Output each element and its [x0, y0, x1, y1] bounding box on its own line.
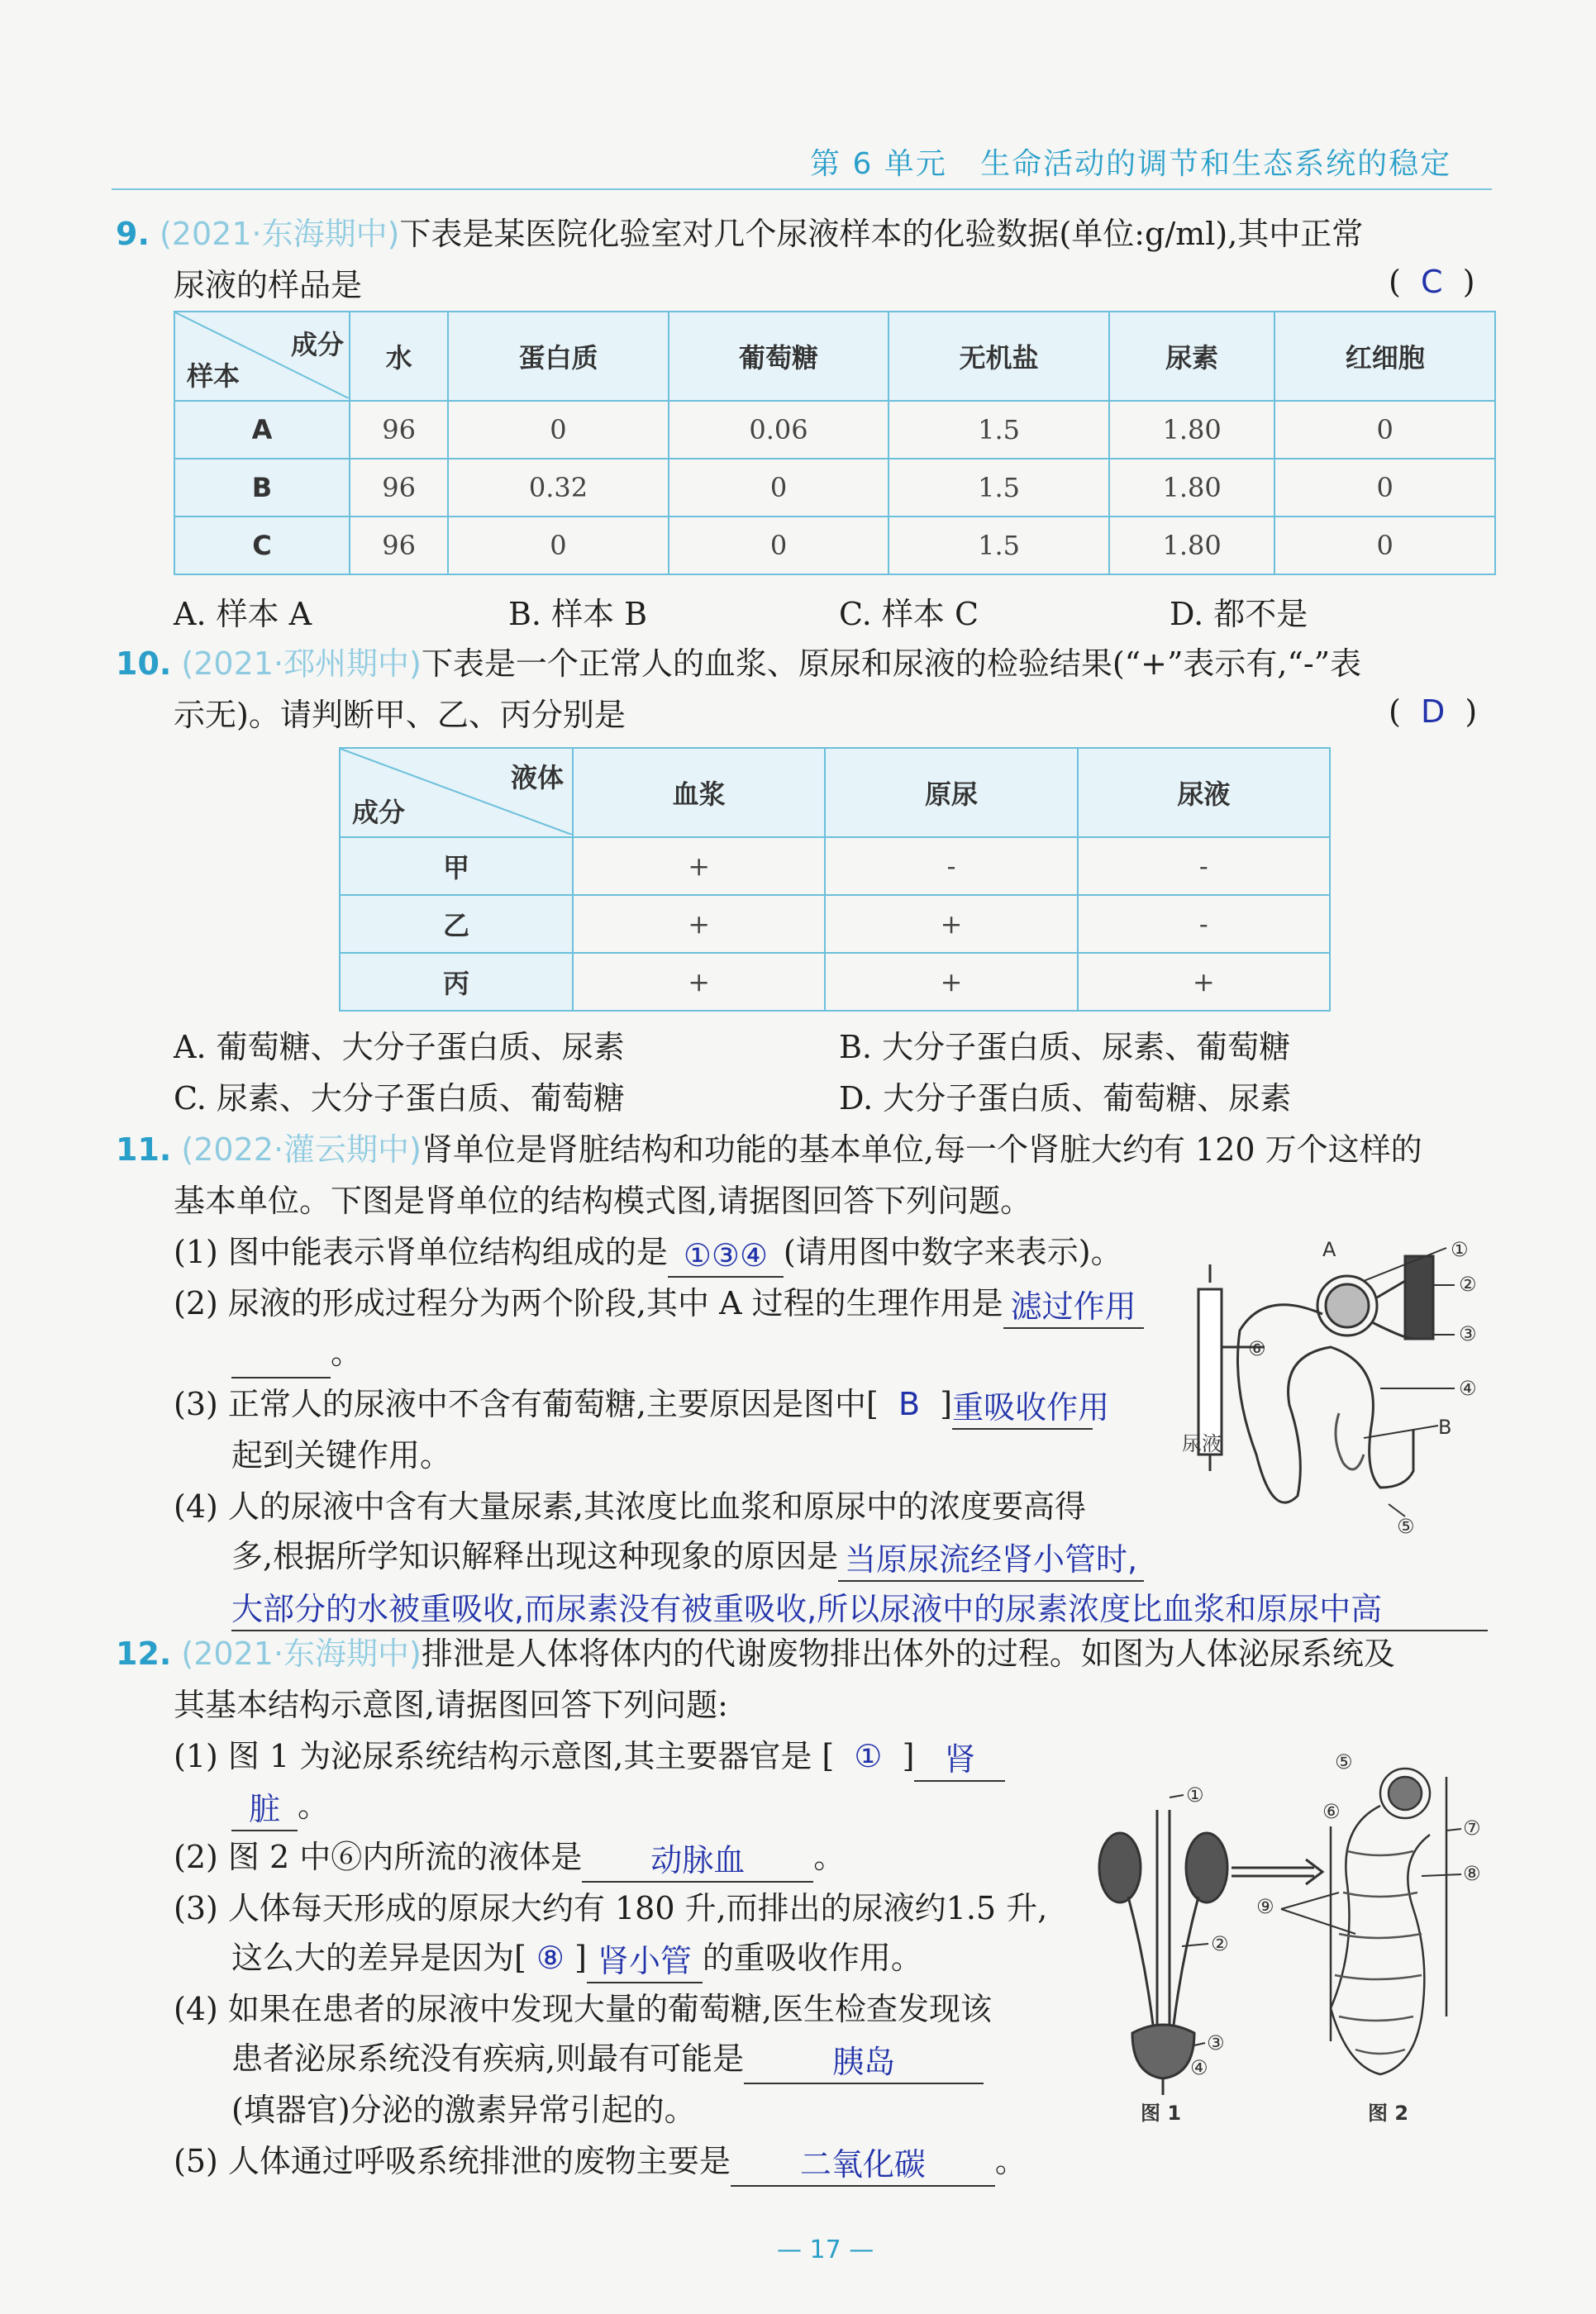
- q11-p3-text: (3) 正常人的尿液中不含有葡萄糖,主要原因是图中[: [174, 1386, 879, 1422]
- renal-tubule: [1331, 1806, 1430, 2074]
- q10-stem-line1: [116, 638, 1361, 689]
- table-cell: +: [573, 837, 825, 895]
- table-cell: +: [825, 953, 1077, 1011]
- page-number: — 17 —: [777, 2235, 874, 2264]
- q11-p4-answer-1[interactable]: 当原尿流经肾小管时,: [838, 1539, 1144, 1582]
- table-cell: 0.32: [448, 459, 669, 517]
- q11-part4-ans2: [231, 1580, 1488, 1631]
- table-cell: 96: [350, 517, 448, 574]
- q12-number: 12.: [116, 1636, 172, 1672]
- table-cell: 1.80: [1109, 459, 1275, 517]
- label-6: ⑥: [1248, 1337, 1266, 1360]
- q10-col-header: 尿液: [1078, 748, 1330, 837]
- q12-p3-bracket-close: ]: [574, 1940, 587, 1976]
- q12-p5-end: 。: [994, 2143, 1027, 2179]
- q9-stem-text: 下表是某医院化验室对几个尿液样本的化验数据(单位:g/ml),其中正常: [399, 216, 1364, 252]
- q9-stem-line1: [116, 208, 1363, 259]
- q12-p1-bracket[interactable]: ①: [854, 1738, 883, 1774]
- nephron-figure: [1165, 1223, 1496, 1537]
- table-row: [174, 401, 1495, 459]
- bladder: [1132, 2025, 1194, 2078]
- q10-table: [339, 747, 1331, 1012]
- q9-table-corner: [174, 312, 350, 401]
- q9-col-header: 水: [350, 312, 448, 401]
- q9-option-a[interactable]: A. 样本 A: [174, 596, 312, 632]
- q10-source: (2021·邳州期中): [181, 645, 422, 682]
- right-ureter: [1174, 1897, 1198, 2025]
- q9-col-header: 葡萄糖: [669, 312, 889, 401]
- table-cell: 0: [1274, 517, 1495, 574]
- q10-answer: D: [1420, 693, 1446, 730]
- q9-row-label: B: [174, 459, 350, 517]
- q12-source: (2021·东海期中): [181, 1636, 422, 1672]
- label-4: ④: [1459, 1377, 1477, 1400]
- q12-p1-text: (1) 图 1 为泌尿系统结构示意图,其主要器官是 [: [174, 1738, 835, 1774]
- q11-stem-line1: [116, 1124, 1422, 1175]
- q12-part1-cont: [231, 1780, 329, 1831]
- leader-line: [1170, 1795, 1184, 1797]
- table-cell: 1.5: [889, 401, 1109, 459]
- q10-answer-paren: ( D ): [1389, 693, 1478, 730]
- fig2-label-9: ⑨: [1256, 1895, 1274, 1918]
- q12-p4-text: 患者泌尿系统没有疾病,则最有可能是: [231, 2040, 745, 2077]
- q9-col-header: 无机盐: [889, 312, 1109, 401]
- table-cell: +: [825, 895, 1077, 953]
- q9-answer: C: [1420, 264, 1443, 300]
- peritubular-capillary: [1336, 1413, 1364, 1469]
- table-row: [174, 517, 1495, 574]
- q11-part2: [174, 1278, 1144, 1329]
- q11-p3-bracket[interactable]: B: [898, 1386, 921, 1422]
- q12-p3-text: 这么大的差异是因为[: [231, 1940, 526, 1976]
- q11-p2-answer[interactable]: 滤过作用: [1003, 1286, 1144, 1329]
- q12-p4-answer[interactable]: 胰岛: [744, 2041, 984, 2084]
- renal-vessel: [1405, 1256, 1433, 1339]
- q9-corner-bottom: 样本: [187, 360, 241, 392]
- fig2-label-6: ⑥: [1322, 1800, 1341, 1823]
- q10-table-corner: [340, 748, 573, 837]
- table-cell: 1.5: [889, 517, 1109, 574]
- q11-p1-text: (1) 图中能表示肾单位结构组成的是: [174, 1234, 668, 1270]
- q10-row-label: 丙: [340, 953, 573, 1011]
- q11-stem-line2: 基本单位。下图是肾单位的结构模式图,请据图回答下列问题。: [174, 1183, 1032, 1219]
- q12-p2-end: 。: [813, 1839, 846, 1875]
- label-3: ③: [1459, 1322, 1477, 1345]
- q12-p2-answer[interactable]: 动脉血: [582, 1840, 813, 1883]
- q11-p1-answer[interactable]: ①③④: [668, 1235, 784, 1278]
- table-cell: 0: [448, 517, 669, 574]
- q11-p2-tail: 。: [331, 1335, 363, 1371]
- afferent-arteriole: [1377, 1281, 1405, 1297]
- left-kidney: [1099, 1833, 1141, 1902]
- zoom-arrowhead: [1306, 1859, 1322, 1884]
- q10-col-header: 血浆: [573, 748, 825, 837]
- q10-option-c[interactable]: C. 尿素、大分子蛋白质、葡萄糖: [174, 1080, 625, 1117]
- collecting-duct: [1198, 1289, 1222, 1455]
- label-5: ⑤: [1397, 1515, 1415, 1537]
- table-cell: 0: [448, 401, 669, 459]
- q10-corner-top: 液体: [510, 762, 564, 793]
- q11-part4: (4) 人的尿液中含有大量尿素,其浓度比血浆和原尿中的浓度要高得: [174, 1488, 1086, 1525]
- q12-part5: [174, 2135, 1027, 2187]
- right-kidney: [1186, 1833, 1227, 1902]
- table-cell: 1.80: [1109, 517, 1275, 574]
- table-cell: 1.5: [889, 459, 1109, 517]
- q12-p1-bracket-close: ]: [902, 1738, 915, 1774]
- table-cell: -: [1078, 837, 1330, 895]
- q11-part4-cont: [231, 1531, 1144, 1582]
- q9-option-c[interactable]: C. 样本 C: [839, 596, 979, 632]
- table-cell: +: [573, 953, 825, 1011]
- q11-part3: [174, 1378, 1110, 1430]
- q9-option-b[interactable]: B. 样本 B: [508, 596, 648, 632]
- q9-col-header: 红细胞: [1274, 312, 1495, 401]
- q12-part4-tail: (填器官)分泌的激素异常引起的。: [231, 2092, 696, 2128]
- q11-part1: [174, 1226, 1122, 1278]
- q11-p3-answer[interactable]: 重吸收作用: [952, 1387, 1093, 1430]
- q10-option-b[interactable]: B. 大分子蛋白质、尿素、葡萄糖: [839, 1029, 1291, 1065]
- q9-corner-top: 成分: [290, 329, 344, 360]
- q12-part3: (3) 人体每天形成的原尿大约有 180 升,而排出的尿液约1.5 升,: [174, 1890, 1048, 1926]
- table-cell: 1.80: [1109, 401, 1275, 459]
- leader-line: [1281, 1909, 1355, 1934]
- q12-part1: [174, 1731, 1005, 1782]
- label-urine: 尿液: [1182, 1432, 1222, 1455]
- leader-line: [1446, 1829, 1461, 1831]
- q12-p5-answer[interactable]: 二氧化碳: [731, 2144, 995, 2187]
- table-row: [340, 895, 1330, 953]
- q11-stem-text: 肾单位是肾脏结构和功能的基本单位,每一个肾脏大约有 120 万个这样的: [421, 1131, 1422, 1168]
- label-1: ①: [1451, 1238, 1469, 1261]
- q12-part3-cont: [231, 1932, 922, 1983]
- q9-number: 9.: [116, 216, 150, 252]
- table-row: [340, 953, 1330, 1011]
- label-A: A: [1322, 1238, 1336, 1261]
- q11-part2-cont: [231, 1327, 362, 1378]
- q11-p4-answer-2[interactable]: 大部分的水被重吸收,而尿素没有被重吸收,所以尿液中的尿素浓度比血浆和原尿中高: [231, 1588, 1488, 1631]
- q9-stem-line2: 尿液的样品是: [174, 267, 363, 303]
- header-divider: [112, 188, 1492, 190]
- q9-col-header: 尿素: [1109, 312, 1275, 401]
- leader-line: [1194, 2043, 1205, 2045]
- q12-stem-line1: [116, 1628, 1395, 1679]
- q11-p2-text: (2) 尿液的形成过程分为两个阶段,其中 A 过程的生理作用是: [174, 1285, 1003, 1321]
- fig1-label-3: ③: [1207, 2031, 1225, 2055]
- unit-title: 生命活动的调节和生态系统的稳定: [980, 147, 1452, 181]
- fig1-label-4: ④: [1190, 2056, 1208, 2079]
- q10-stem-line2: 示无)。请判断甲、乙、丙分别是: [174, 697, 626, 733]
- fig2-label-8: ⑧: [1463, 1862, 1481, 1885]
- fig1-label-1: ①: [1186, 1783, 1204, 1807]
- leader-line: [1422, 1874, 1461, 1876]
- fig1-label-2: ②: [1211, 1932, 1229, 1955]
- fig2-label-7: ⑦: [1463, 1816, 1481, 1840]
- table-cell: 0: [1274, 459, 1495, 517]
- label-2: ②: [1459, 1273, 1477, 1296]
- q11-p3-cont: 起到关键作用。: [231, 1437, 452, 1474]
- table-cell: -: [1078, 895, 1330, 953]
- label-B: B: [1438, 1416, 1452, 1439]
- unit-header: [810, 140, 1451, 183]
- q12-p3-end: 的重吸收作用。: [702, 1940, 922, 1976]
- q9-row-label: A: [174, 401, 350, 459]
- q9-option-d[interactable]: D. 都不是: [1170, 596, 1308, 632]
- unit-number: 第 6 单元: [810, 147, 947, 181]
- glomerulus: [1326, 1284, 1369, 1327]
- leader-line: [1364, 1426, 1438, 1438]
- q12-part2: [174, 1831, 845, 1883]
- q12-p5-text: (5) 人体通过呼吸系统排泄的废物主要是: [174, 2143, 731, 2179]
- q9-source: (2021·东海期中): [159, 216, 400, 252]
- q10-option-d[interactable]: D. 大分子蛋白质、葡萄糖、尿素: [839, 1080, 1292, 1117]
- table-cell: 0: [669, 459, 889, 517]
- renal-tubule: [1238, 1305, 1414, 1502]
- table-cell: 96: [350, 401, 448, 459]
- urinary-system-figure: [1083, 1744, 1496, 2124]
- table-cell: 0.06: [669, 401, 889, 459]
- table-cell: +: [1078, 953, 1330, 1011]
- q12-p3-bracket[interactable]: ⑧: [536, 1940, 565, 1976]
- q10-row-label: 甲: [340, 837, 573, 895]
- fig1-caption: 图 1: [1141, 2102, 1182, 2124]
- q9-answer-paren: ( C ): [1389, 264, 1475, 300]
- q12-p1-answer-a[interactable]: 肾: [914, 1739, 1005, 1782]
- table-cell: 0: [1274, 401, 1495, 459]
- fig2-caption: 图 2: [1368, 2102, 1409, 2124]
- table-row: [340, 837, 1330, 895]
- q10-col-header: 原尿: [825, 748, 1077, 837]
- q12-p3-answer[interactable]: 肾小管: [587, 1940, 703, 1983]
- q9-col-header: 蛋白质: [448, 312, 669, 401]
- q11-number: 11.: [116, 1131, 172, 1168]
- q12-part4-cont: [231, 2033, 984, 2084]
- table-cell: 0: [669, 517, 889, 574]
- table-row: [174, 459, 1495, 517]
- q9-row-label: C: [174, 517, 350, 574]
- q9-table: [174, 311, 1496, 575]
- q12-stem-text: 排泄是人体将体内的代谢废物排出体外的过程。如图为人体泌尿系统及: [421, 1636, 1395, 1672]
- table-cell: +: [573, 895, 825, 953]
- table-cell: 96: [350, 459, 448, 517]
- q10-stem-text: 下表是一个正常人的血浆、原尿和尿液的检验结果(“+”表示有,“-”表: [421, 645, 1362, 682]
- q11-p3-bracket-close: ]: [940, 1386, 953, 1422]
- q12-stem-line2: 其基本结构示意图,请据图回答下列问题:: [174, 1687, 728, 1723]
- q12-part4: (4) 如果在患者的尿液中发现大量的葡萄糖,医生检查发现该: [174, 1991, 992, 2027]
- glomerulus: [1389, 1777, 1422, 1810]
- q12-p1-end: 。: [298, 1788, 330, 1824]
- table-cell: -: [825, 837, 1077, 895]
- q10-corner-bottom: 成分: [352, 797, 406, 828]
- q12-p1-answer-b[interactable]: 脏: [231, 1788, 298, 1831]
- fig2-label-5: ⑤: [1335, 1750, 1353, 1774]
- left-ureter: [1128, 1897, 1153, 2025]
- q11-p1-tail: (请用图中数字来表示)。: [783, 1234, 1122, 1270]
- q11-p4-text: 多,根据所学知识解释出现这种现象的原因是: [231, 1538, 839, 1574]
- q10-row-label: 乙: [340, 895, 573, 953]
- q11-source: (2022·灌云期中): [181, 1131, 422, 1168]
- q10-number: 10.: [116, 645, 172, 682]
- q12-p2-text: (2) 图 2 中⑥内所流的液体是: [174, 1839, 583, 1875]
- q10-option-a[interactable]: A. 葡萄糖、大分子蛋白质、尿素: [174, 1029, 625, 1065]
